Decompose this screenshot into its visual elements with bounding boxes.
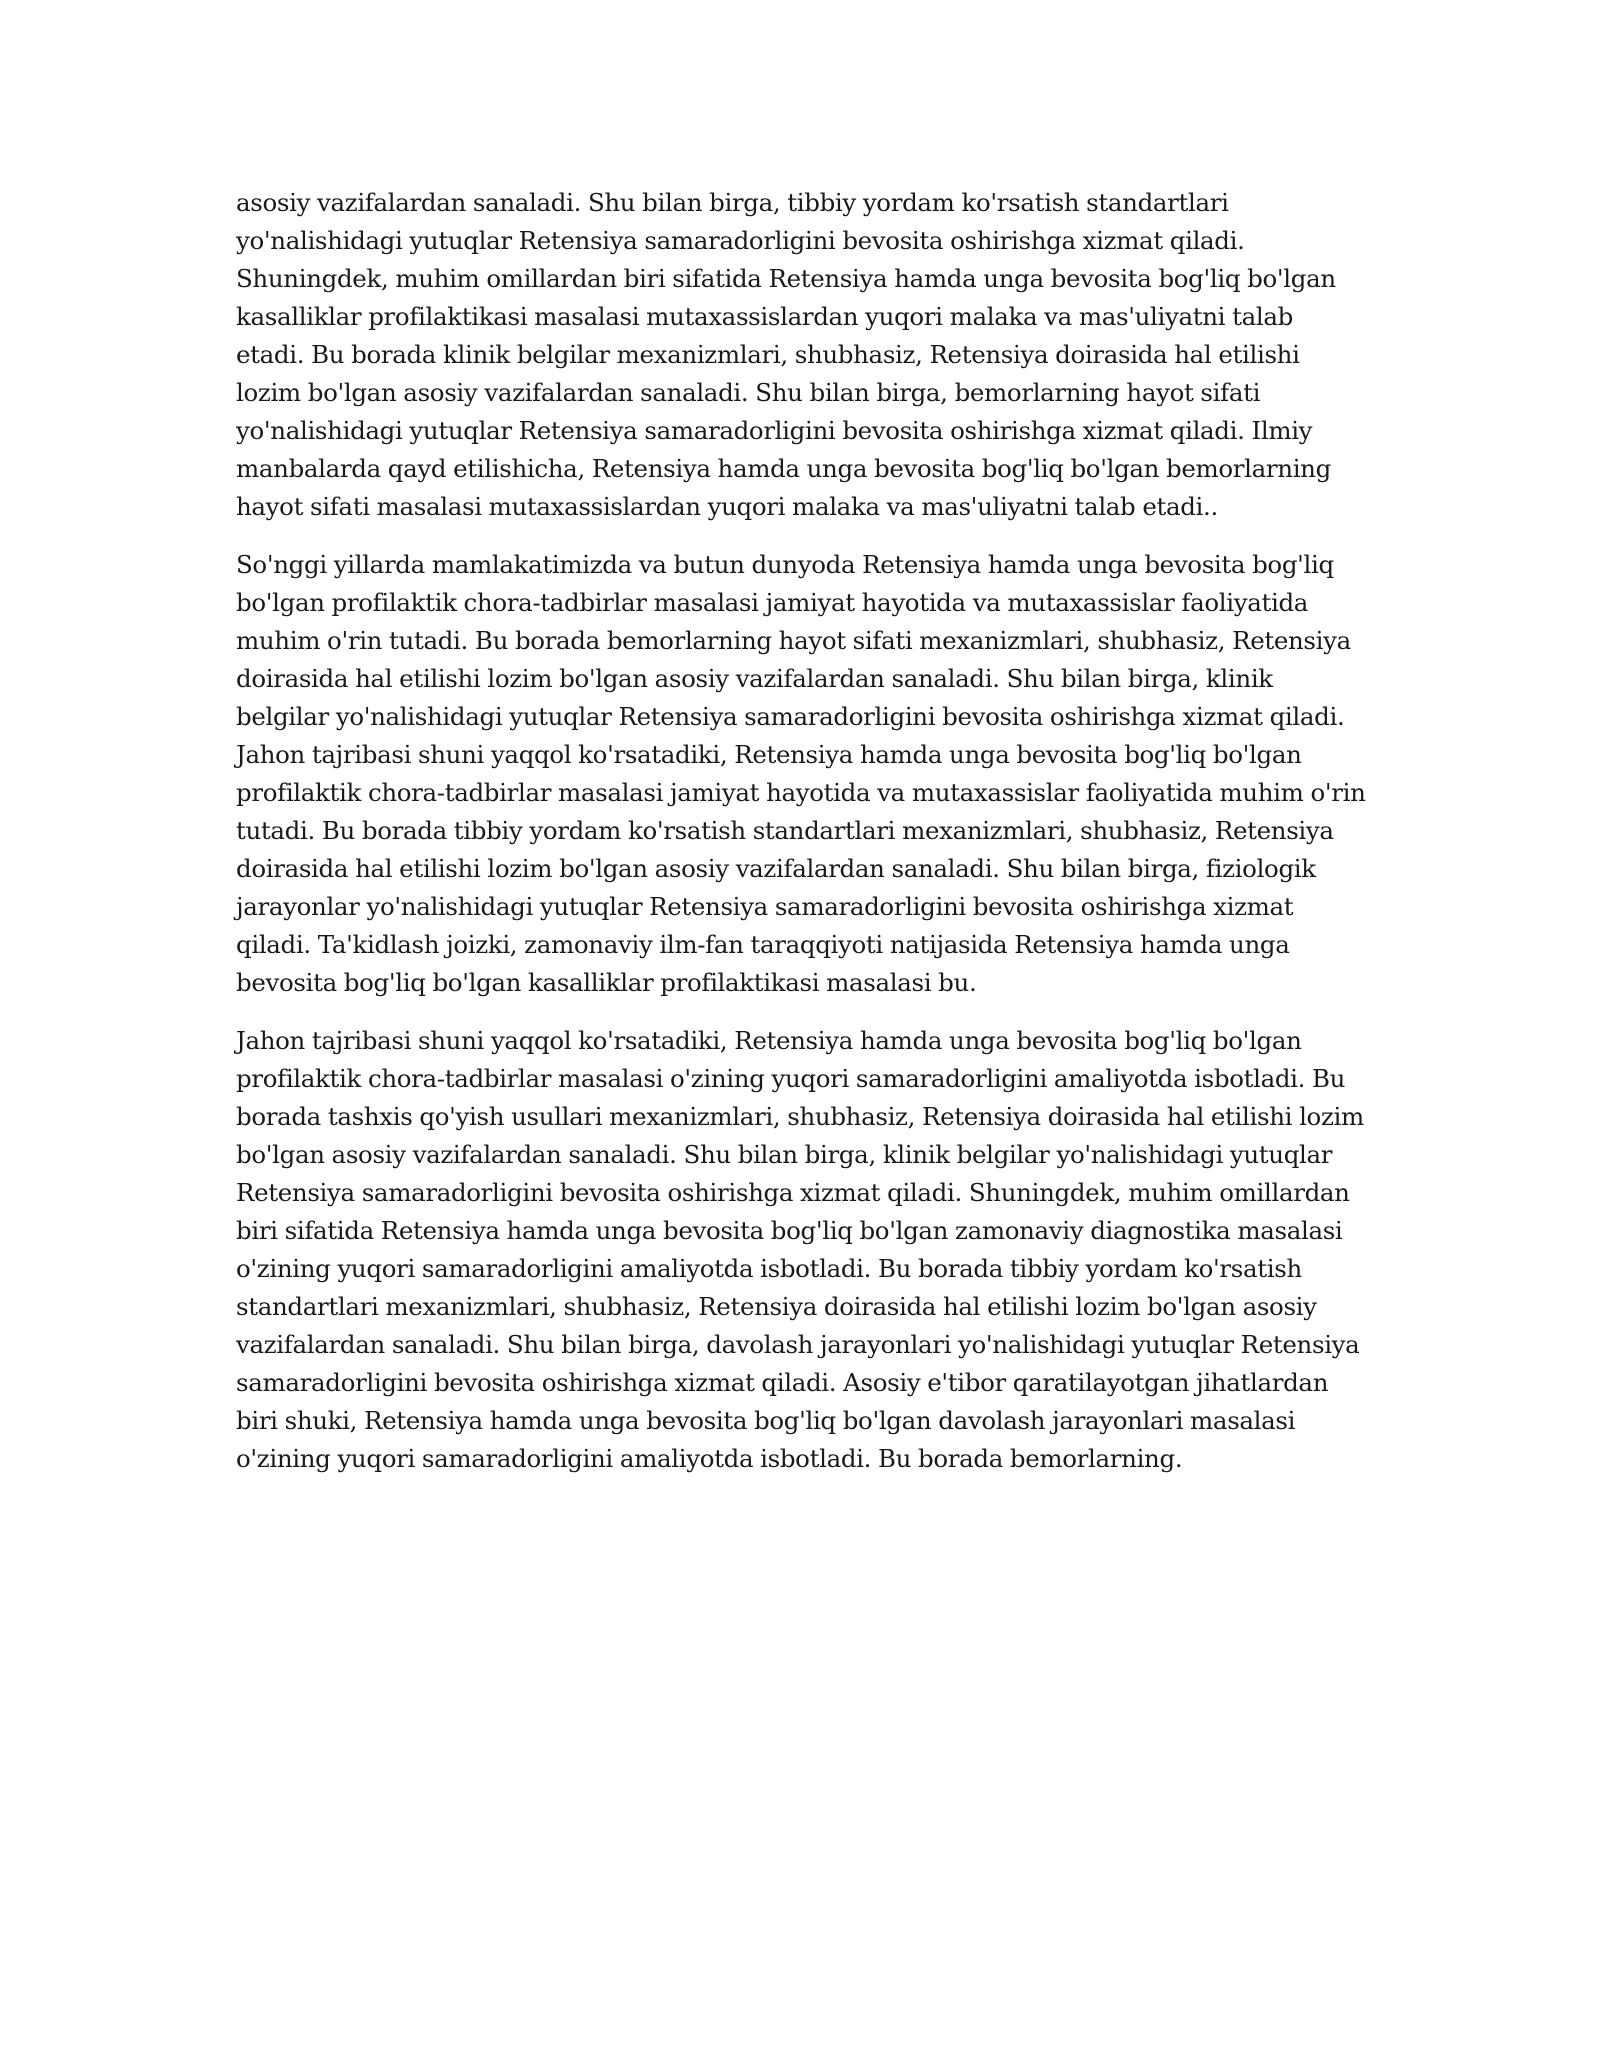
- paragraph-3: Jahon tajribasi shuni yaqqol ko'rsatadiki, Retensiya hamda unga bevosita bog'liq bo'lgan profilaktik chora-tadbirlar masalasi o'zining yuqori samaradorligini amaliyotda isbotladi. Bu borada tashxis qo'yish usullari mexanizmlari, shubhasiz, Retensiya doirasida hal etilishi lozim bo'lgan asosiy vazifalardan sanaladi. Shu bilan birga, klinik belgilar yo'nalishidagi yutuqlar Retensiya samaradorligini bevosita oshirishga xizmat qiladi. Shuningdek, muhim omillardan biri sifatida Retensiya hamda unga bevosita bog'liq bo'lgan zamonaviy diagnostika masalasi o'zining yuqori samaradorligini amaliyotda isbotladi. Bu borada tibbiy yordam ko'rsatish standartlari mexanizmlari, shubhasiz, Retensiya doirasida hal etilishi lozim bo'lgan asosiy vazifalardan sanaladi. Shu bilan birga, davolash jarayonlari yo'nalishidagi yutuqlar Retensiya samaradorligini bevosita oshirishga xizmat qiladi. Asosiy e'tibor qaratilayotgan jihatlardan biri shuki, Retensiya hamda unga bevosita bog'liq bo'lgan davolash jarayonlari masalasi o'zining yuqori samaradorligini amaliyotda isbotladi. Bu borada bemorlarning.: [236, 1026, 1364, 1473]
- document-body: [236, 184, 1366, 1498]
- paragraph-2: So'nggi yillarda mamlakatimizda va butun dunyoda Retensiya hamda unga bevosita bog'liq bo'lgan profilaktik chora-tadbirlar masalasi jamiyat hayotida va mutaxassislar faoliyatida muhim o'rin tutadi. Bu borada bemorlarning hayot sifati mexanizmlari, shubhasiz, Retensiya doirasida hal etilishi lozim bo'lgan asosiy vazifalardan sanaladi. Shu bilan birga, klinik belgilar yo'nalishidagi yutuqlar Retensiya samaradorligini bevosita oshirishga xizmat qiladi. Jahon tajribasi shuni yaqqol ko'rsatadiki, Retensiya hamda unga bevosita bog'liq bo'lgan profilaktik chora-tadbirlar masalasi jamiyat hayotida va mutaxassislar faoliyatida muhim o'rin tutadi. Bu borada tibbiy yordam ko'rsatish standartlari mexanizmlari, shubhasiz, Retensiya doirasida hal etilishi lozim bo'lgan asosiy vazifalardan sanaladi. Shu bilan birga, fiziologik jarayonlar yo'nalishidagi yutuqlar Retensiya samaradorligini bevosita oshirishga xizmat qiladi. Ta'kidlash joizki, zamonaviy ilm-fan taraqqiyoti natijasida Retensiya hamda unga bevosita bog'liq bo'lgan kasalliklar profilaktikasi masalasi bu.: [236, 550, 1366, 997]
- paragraph-1: asosiy vazifalardan sanaladi. Shu bilan birga, tibbiy yordam ko'rsatish standartlari yo'nalishidagi yutuqlar Retensiya samaradorligini bevosita oshirishga xizmat qiladi. Shuningdek, muhim omillardan biri sifatida Retensiya hamda unga bevosita bog'liq bo'lgan kasalliklar profilaktikasi masalasi mutaxassislardan yuqori malaka va mas'uliyatni talab etadi. Bu borada klinik belgilar mexanizmlari, shubhasiz, Retensiya doirasida hal etilishi lozim bo'lgan asosiy vazifalardan sanaladi. Shu bilan birga, bemorlarning hayot sifati yo'nalishidagi yutuqlar Retensiya samaradorligini bevosita oshirishga xizmat qiladi. Ilmiy manbalarda qayd etilishicha, Retensiya hamda unga bevosita bog'liq bo'lgan bemorlarning hayot sifati masalasi mutaxassislardan yuqori malaka va mas'uliyatni talab etadi..: [236, 188, 1336, 521]
